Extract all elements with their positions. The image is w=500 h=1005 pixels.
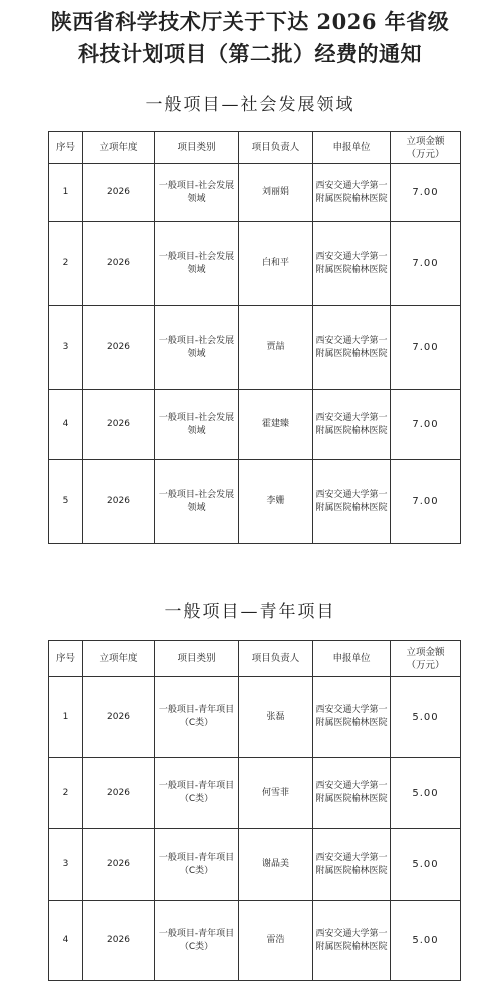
cell-no: 1 xyxy=(49,164,83,222)
cell-unit: 西安交通大学第一附属医院榆林医院 xyxy=(313,164,391,222)
cell-leader: 张磊 xyxy=(239,677,313,758)
cell-year: 2026 xyxy=(83,901,155,981)
cell-year: 2026 xyxy=(83,390,155,460)
table-row xyxy=(49,758,461,829)
section-title-youth-project: 一般项目—青年项目 xyxy=(164,602,336,622)
cell-category: 一般项目-青年项目（C类） xyxy=(155,901,239,981)
header-category: 项目类别 xyxy=(155,132,239,164)
header-no: 序号 xyxy=(49,641,83,677)
cell-unit: 西安交通大学第一附属医院榆林医院 xyxy=(313,460,391,544)
cell-unit: 西安交通大学第一附属医院榆林医院 xyxy=(313,390,391,460)
table-header xyxy=(49,132,461,164)
header-amount: 立项金额 （万元） xyxy=(391,641,461,677)
cell-year: 2026 xyxy=(83,222,155,306)
cell-category: 一般项目-社会发展领域 xyxy=(155,306,239,390)
document-title xyxy=(0,6,500,70)
cell-leader: 贾喆 xyxy=(239,306,313,390)
cell-category: 一般项目-社会发展领域 xyxy=(155,222,239,306)
header-row xyxy=(49,641,461,677)
cell-amount: 5.00 xyxy=(391,758,461,829)
header-year: 立项年度 xyxy=(83,132,155,164)
cell-unit: 西安交通大学第一附属医院榆林医院 xyxy=(313,222,391,306)
cell-category: 一般项目-青年项目（C类） xyxy=(155,677,239,758)
cell-amount: 5.00 xyxy=(391,677,461,758)
cell-no: 3 xyxy=(49,306,83,390)
table-row xyxy=(49,901,461,981)
table-row xyxy=(49,390,461,460)
cell-amount: 5.00 xyxy=(391,829,461,901)
cell-amount: 7.00 xyxy=(391,460,461,544)
cell-leader: 雷浩 xyxy=(239,901,313,981)
header-category: 项目类别 xyxy=(155,641,239,677)
cell-year: 2026 xyxy=(83,829,155,901)
table-social-development xyxy=(48,131,461,544)
cell-category: 一般项目-社会发展领域 xyxy=(155,390,239,460)
cell-amount: 7.00 xyxy=(391,222,461,306)
cell-unit: 西安交通大学第一附属医院榆林医院 xyxy=(313,306,391,390)
section-title-social-development: 一般项目—社会发展领域 xyxy=(145,95,355,115)
header-unit: 申报单位 xyxy=(313,132,391,164)
cell-year: 2026 xyxy=(83,677,155,758)
header-row xyxy=(49,132,461,164)
cell-year: 2026 xyxy=(83,758,155,829)
cell-no: 1 xyxy=(49,677,83,758)
cell-leader: 何雪菲 xyxy=(239,758,313,829)
cell-unit: 西安交通大学第一附属医院榆林医院 xyxy=(313,901,391,981)
cell-leader: 李姗 xyxy=(239,460,313,544)
cell-year: 2026 xyxy=(83,306,155,390)
cell-category: 一般项目-青年项目（C类） xyxy=(155,758,239,829)
header-leader: 项目负责人 xyxy=(239,132,313,164)
table-body xyxy=(49,164,461,544)
cell-amount: 5.00 xyxy=(391,901,461,981)
cell-category: 一般项目-社会发展领域 xyxy=(155,460,239,544)
table-row xyxy=(49,306,461,390)
cell-amount: 7.00 xyxy=(391,306,461,390)
cell-no: 3 xyxy=(49,829,83,901)
title-line-2: 科技计划项目（第二批）经费的通知 xyxy=(78,41,422,66)
cell-no: 4 xyxy=(49,390,83,460)
table-youth-project xyxy=(48,640,461,981)
cell-unit: 西安交通大学第一附属医院榆林医院 xyxy=(313,677,391,758)
table-row xyxy=(49,164,461,222)
cell-no: 5 xyxy=(49,460,83,544)
cell-leader: 霍建臻 xyxy=(239,390,313,460)
header-no: 序号 xyxy=(49,132,83,164)
cell-unit: 西安交通大学第一附属医院榆林医院 xyxy=(313,758,391,829)
cell-leader: 刘丽娟 xyxy=(239,164,313,222)
table-row xyxy=(49,829,461,901)
cell-leader: 谢晶美 xyxy=(239,829,313,901)
cell-amount: 7.00 xyxy=(391,164,461,222)
cell-leader: 白和平 xyxy=(239,222,313,306)
table-row xyxy=(49,460,461,544)
cell-category: 一般项目-社会发展领域 xyxy=(155,164,239,222)
cell-no: 2 xyxy=(49,758,83,829)
header-year: 立项年度 xyxy=(83,641,155,677)
table-row xyxy=(49,677,461,758)
header-amount: 立项金额 （万元） xyxy=(391,132,461,164)
cell-year: 2026 xyxy=(83,164,155,222)
cell-category: 一般项目-青年项目（C类） xyxy=(155,829,239,901)
cell-amount: 7.00 xyxy=(391,390,461,460)
table-header xyxy=(49,641,461,677)
cell-no: 4 xyxy=(49,901,83,981)
header-leader: 项目负责人 xyxy=(239,641,313,677)
table-body xyxy=(49,677,461,981)
table-row xyxy=(49,222,461,306)
cell-no: 2 xyxy=(49,222,83,306)
cell-unit: 西安交通大学第一附属医院榆林医院 xyxy=(313,829,391,901)
header-unit: 申报单位 xyxy=(313,641,391,677)
title-line-1: 陕西省科学技术厅关于下达 2026 年省级 xyxy=(50,9,450,34)
cell-year: 2026 xyxy=(83,460,155,544)
